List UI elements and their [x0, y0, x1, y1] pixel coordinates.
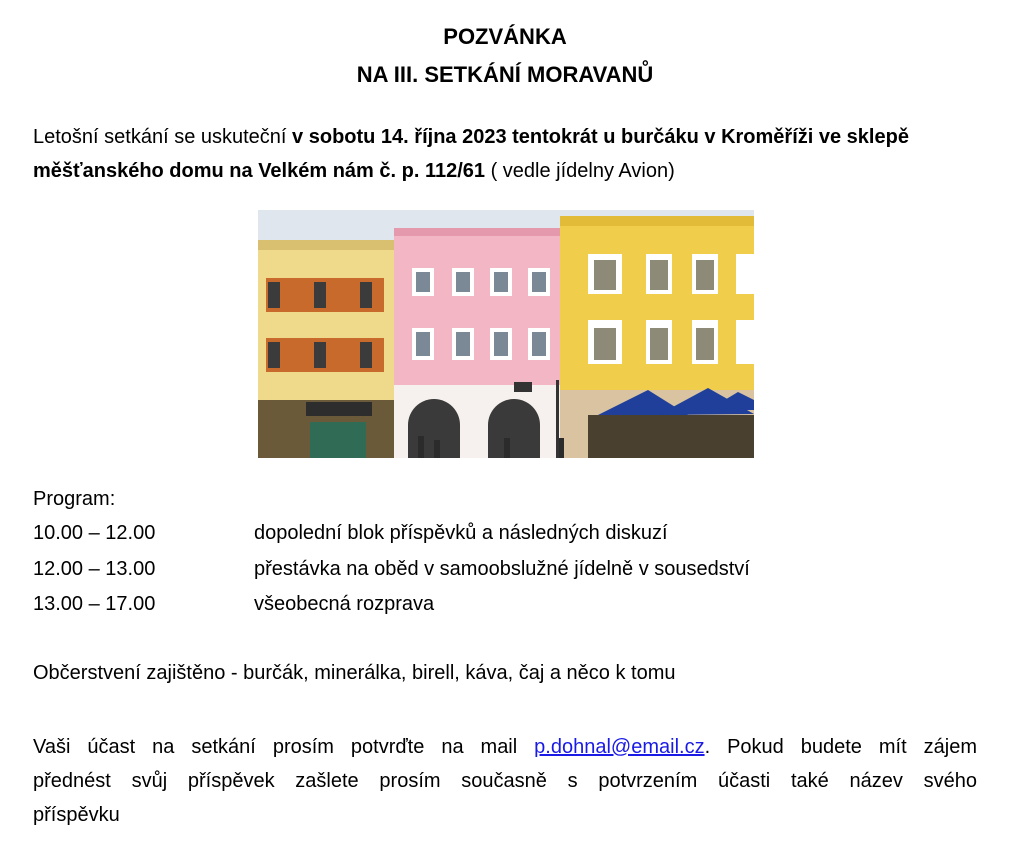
program-time-3: 13.00 – 17.00 — [33, 593, 156, 615]
building-photo — [258, 210, 754, 458]
intro-bold: v sobotu 14. října 2023 tentokrát u burčáku v Kroměříži ve sklepě měšťanského domu na Velkém nám č. p. 112/61 — [33, 126, 909, 182]
confirm-after: . Pokud budete mít zájem — [704, 736, 977, 758]
email-link[interactable]: p.dohnal@email.cz — [534, 736, 705, 758]
intro-suffix: ( vedle jídelny Avion) — [485, 160, 675, 182]
intro-prefix: Letošní setkání se uskuteční — [33, 126, 293, 148]
confirm-before: Vaši účast na setkání prosím potvrďte na mail — [33, 736, 535, 758]
title-line-2: NA III. SETKÁNÍ MORAVANŮ — [356, 62, 654, 87]
confirm-line-1 — [33, 730, 977, 764]
confirm-line-2: přednést svůj příspěvek zašlete prosím současně s potvrzením účasti také název svého — [33, 770, 977, 792]
program-desc-1: dopolední blok příspěvků a následných diskuzí — [254, 522, 668, 544]
program-desc-3: všeobecná rozprava — [254, 593, 435, 615]
program-time-1: 10.00 – 12.00 — [33, 522, 156, 544]
title-line-1: POZVÁNKA — [443, 24, 567, 49]
intro-paragraph — [33, 120, 973, 188]
program-label: Program: — [33, 488, 116, 510]
confirm-line-3: příspěvku — [33, 804, 120, 826]
program-time-2: 12.00 – 13.00 — [33, 558, 156, 580]
program-desc-2: přestávka na oběd v samoobslužné jídelně v sousedství — [254, 558, 750, 580]
refreshments-text: Občerstvení zajištěno - burčák, minerálka, birell, káva, čaj a něco k tomu — [33, 662, 676, 684]
